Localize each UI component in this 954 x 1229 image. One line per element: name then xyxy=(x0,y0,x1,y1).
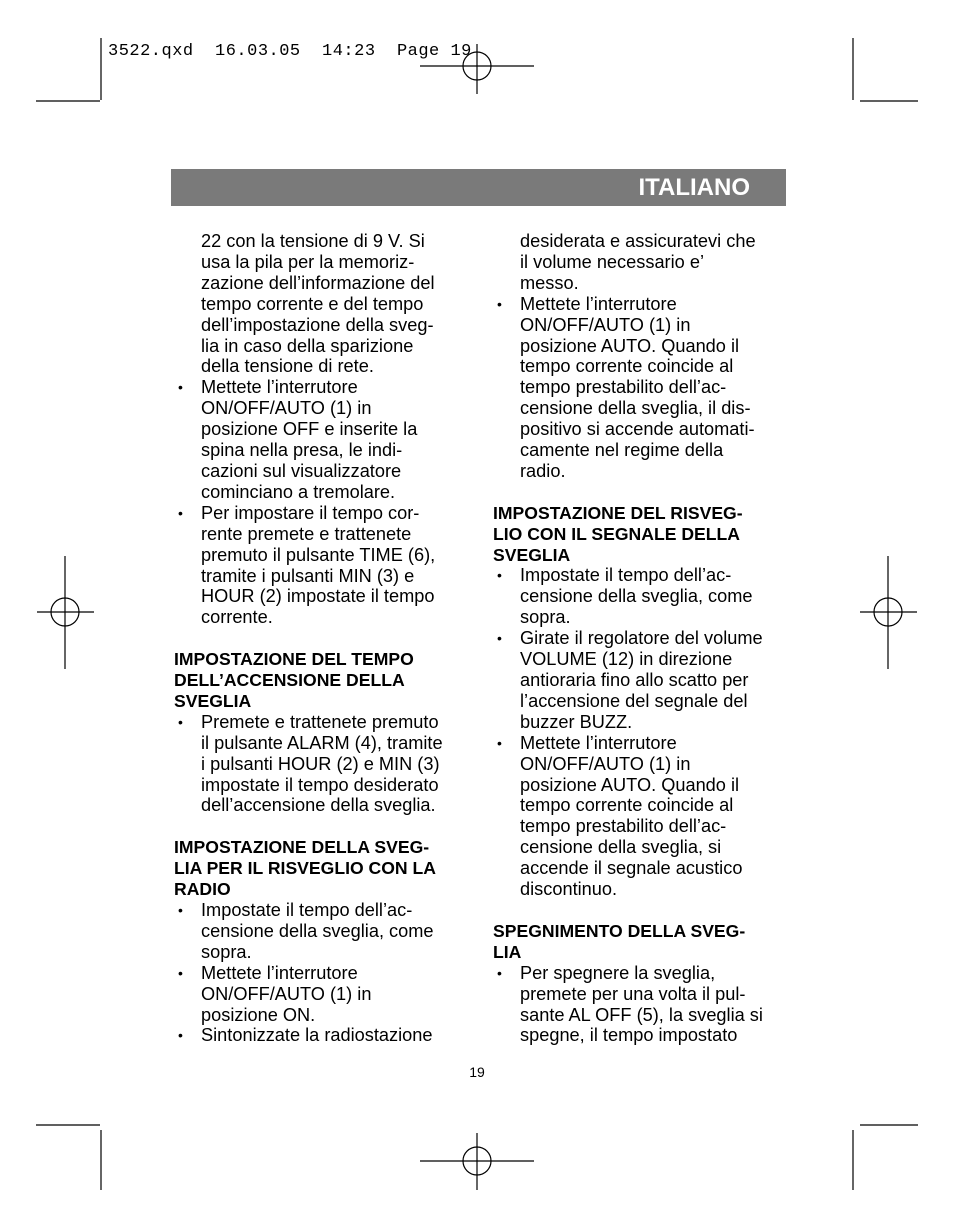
text-line xyxy=(174,524,474,545)
bullet-dot: • xyxy=(497,567,502,584)
text-span: cazioni sul visualizzatore xyxy=(201,460,402,481)
bullet-dot: • xyxy=(178,379,183,396)
text-line xyxy=(493,377,793,398)
text-line xyxy=(174,607,474,628)
text-span: premuto il pulsante TIME (6), xyxy=(201,544,436,565)
text-span: Mettete l’interrutore xyxy=(520,732,677,753)
text-line xyxy=(493,712,793,733)
text-span: censione della sveglia, come xyxy=(201,920,434,941)
text-line xyxy=(493,461,793,482)
text-line xyxy=(174,984,474,1005)
text-span: l’accensione del segnale del xyxy=(520,690,748,711)
text-span: HOUR (2) impostate il tempo xyxy=(201,586,435,607)
text-span: Premete e trattenete premuto xyxy=(201,711,439,732)
text-line xyxy=(174,503,474,524)
bullet-dot: • xyxy=(497,964,502,981)
text-line xyxy=(174,566,474,587)
text-line xyxy=(174,545,474,566)
page-number: 19 xyxy=(469,1064,485,1080)
text-line xyxy=(174,1005,474,1026)
text-line: lia in caso della sparizione xyxy=(201,335,414,356)
section-heading xyxy=(174,649,474,712)
text-span: censione della sveglia, si xyxy=(520,837,722,858)
text-line xyxy=(174,482,474,503)
text-line xyxy=(493,649,793,670)
text-line xyxy=(493,837,793,858)
text-span: posizione ON. xyxy=(201,1004,316,1025)
text-line xyxy=(493,440,793,461)
text-span: ON/OFF/AUTO (1) in xyxy=(520,314,691,335)
bullet-dot: • xyxy=(497,295,502,312)
text-line xyxy=(493,816,793,837)
text-line xyxy=(493,356,793,377)
text-line xyxy=(493,754,793,775)
text-span: tempo corrente coincide al xyxy=(520,795,734,816)
text-line xyxy=(174,754,474,775)
heading-line: IMPOSTAZIONE DEL TEMPO xyxy=(174,649,414,670)
text-span: il pulsante ALARM (4), tramite xyxy=(201,732,443,753)
bullet-dot: • xyxy=(497,734,502,751)
text-span: tramite i pulsanti MIN (3) e xyxy=(201,565,415,586)
heading-line: SVEGLIA xyxy=(174,690,252,711)
text-span: Impostate il tempo dell’ac- xyxy=(520,565,732,586)
section-heading xyxy=(493,503,793,566)
text-line: messo. xyxy=(520,272,579,293)
text-line: usa la pila per la memoriz- xyxy=(201,251,415,272)
language-label: ITALIANO xyxy=(638,174,750,201)
text-span: tempo prestabilito dell’ac- xyxy=(520,816,727,837)
text-span: ON/OFF/AUTO (1) in xyxy=(520,753,691,774)
paragraph xyxy=(174,231,474,377)
bullet-item xyxy=(174,963,474,1026)
bullet-dot: • xyxy=(178,1027,183,1044)
text-span: ON/OFF/AUTO (1) in xyxy=(201,983,372,1004)
right-column xyxy=(493,231,793,1046)
heading-line: RADIO xyxy=(174,879,231,900)
text-line xyxy=(493,315,793,336)
text-span: sopra. xyxy=(520,607,571,628)
text-span: radio. xyxy=(520,460,566,481)
text-line xyxy=(174,921,474,942)
text-span: dell’accensione della sveglia. xyxy=(201,795,436,816)
text-line: dell’impostazione della sveg- xyxy=(201,314,434,335)
text-line xyxy=(174,942,474,963)
text-span: Impostate il tempo dell’ac- xyxy=(201,899,413,920)
text-span: Mettete l’interrutore xyxy=(201,377,358,398)
spacer xyxy=(174,816,474,837)
bullet-dot: • xyxy=(178,713,183,730)
text-line xyxy=(493,691,793,712)
text-span: censione della sveglia, il dis- xyxy=(520,398,751,419)
text-span: posizione AUTO. Quando il xyxy=(520,774,740,795)
text-line xyxy=(174,775,474,796)
bullet-dot: • xyxy=(178,504,183,521)
text-span: buzzer BUZZ. xyxy=(520,711,633,732)
file-slug: 3522.qxd 16.03.05 14:23 Page 19 xyxy=(108,42,472,61)
text-span: positivo si accende automati- xyxy=(520,419,755,440)
spacer xyxy=(493,482,793,503)
text-line xyxy=(174,963,474,984)
text-line: zazione dell’informazione del xyxy=(201,272,435,293)
text-line xyxy=(493,795,793,816)
heading-line: IMPOSTAZIONE DEL RISVEG- xyxy=(493,502,743,523)
bullet-item xyxy=(174,712,474,817)
text-line xyxy=(174,900,474,921)
spacer xyxy=(174,628,474,649)
text-line xyxy=(493,586,793,607)
text-line xyxy=(493,984,793,1005)
bullet-item xyxy=(174,503,474,628)
bullet-dot: • xyxy=(178,901,183,918)
bullet-dot: • xyxy=(178,964,183,981)
text-span: Per spegnere la sveglia, xyxy=(520,962,716,983)
text-line xyxy=(493,670,793,691)
text-span: tempo corrente coincide al xyxy=(520,356,734,377)
bullet-item xyxy=(493,628,793,733)
text-line xyxy=(493,775,793,796)
text-span: impostate il tempo desiderato xyxy=(201,774,439,795)
bullet-item xyxy=(493,963,793,1047)
text-line: desiderata e assicuratevi che xyxy=(520,231,756,251)
text-span: discontinuo. xyxy=(520,879,618,900)
text-span: sante AL OFF (5), la sveglia si xyxy=(520,1004,763,1025)
text-span: posizione AUTO. Quando il xyxy=(520,335,740,356)
text-span: VOLUME (12) in direzione xyxy=(520,649,733,670)
text-line xyxy=(493,1025,793,1046)
text-span: spegne, il tempo impostato xyxy=(520,1025,738,1046)
text-span: Per impostare il tempo cor- xyxy=(201,502,420,523)
text-line xyxy=(493,858,793,879)
text-line: 22 con la tensione di 9 V. Si xyxy=(201,231,425,251)
text-span: Girate il regolatore del volume xyxy=(520,628,763,649)
text-span: Mettete l’interrutore xyxy=(520,293,677,314)
text-line xyxy=(493,565,793,586)
text-line xyxy=(174,398,474,419)
bullet-item xyxy=(174,377,474,502)
text-line xyxy=(174,419,474,440)
text-span: Sintonizzate la radiostazione xyxy=(201,1025,433,1046)
text-line xyxy=(493,628,793,649)
text-span: camente nel regime della xyxy=(520,440,724,461)
text-line: della tensione di rete. xyxy=(201,356,374,377)
text-span: antioraria fino allo scatto per xyxy=(520,670,749,691)
text-line xyxy=(174,795,474,816)
bullet-item xyxy=(174,1025,474,1046)
text-line xyxy=(174,461,474,482)
text-line xyxy=(493,879,793,900)
text-span: i pulsanti HOUR (2) e MIN (3) xyxy=(201,753,440,774)
text-span: corrente. xyxy=(201,607,273,628)
text-line xyxy=(493,294,793,315)
text-line xyxy=(174,440,474,461)
heading-line: DELL’ACCENSIONE DELLA xyxy=(174,670,405,691)
text-span: accende il segnale acustico xyxy=(520,858,743,879)
text-line xyxy=(174,377,474,398)
text-span: Mettete l’interrutore xyxy=(201,962,358,983)
text-span: ON/OFF/AUTO (1) in xyxy=(201,398,372,419)
text-line xyxy=(493,963,793,984)
text-span: rente premete e trattenete xyxy=(201,523,412,544)
section-heading xyxy=(174,837,474,900)
left-column xyxy=(174,231,474,1046)
text-span: cominciano a tremolare. xyxy=(201,481,396,502)
bullet-item xyxy=(493,294,793,482)
text-span: tempo prestabilito dell’ac- xyxy=(520,377,727,398)
text-line xyxy=(493,336,793,357)
text-line xyxy=(493,607,793,628)
heading-line: SPEGNIMENTO DELLA SVEG- xyxy=(493,920,746,941)
text-line: tempo corrente e del tempo xyxy=(201,293,424,314)
text-line xyxy=(493,419,793,440)
text-line xyxy=(493,398,793,419)
text-span: censione della sveglia, come xyxy=(520,586,753,607)
text-line xyxy=(174,712,474,733)
text-span: posizione OFF e inserite la xyxy=(201,419,418,440)
bullet-dot: • xyxy=(497,630,502,647)
heading-line: IMPOSTAZIONE DELLA SVEG- xyxy=(174,837,430,858)
text-line xyxy=(174,733,474,754)
heading-line: SVEGLIA xyxy=(493,544,571,565)
text-line xyxy=(493,1005,793,1026)
language-header-bar xyxy=(171,169,786,206)
text-line xyxy=(493,733,793,754)
bullet-item xyxy=(174,900,474,963)
text-line xyxy=(174,586,474,607)
heading-line: LIO CON IL SEGNALE DELLA xyxy=(493,523,740,544)
section-heading xyxy=(493,921,793,963)
text-span: sopra. xyxy=(201,941,252,962)
bullet-item xyxy=(493,565,793,628)
paragraph xyxy=(493,231,793,294)
spacer xyxy=(493,900,793,921)
text-line: il volume necessario e’ xyxy=(520,251,704,272)
heading-line: LIA PER IL RISVEGLIO CON LA xyxy=(174,858,436,879)
heading-line: LIA xyxy=(493,941,522,962)
bullet-item xyxy=(493,733,793,900)
text-line xyxy=(174,1025,474,1046)
text-span: premete per una volta il pul- xyxy=(520,983,746,1004)
text-span: spina nella presa, le indi- xyxy=(201,440,403,461)
